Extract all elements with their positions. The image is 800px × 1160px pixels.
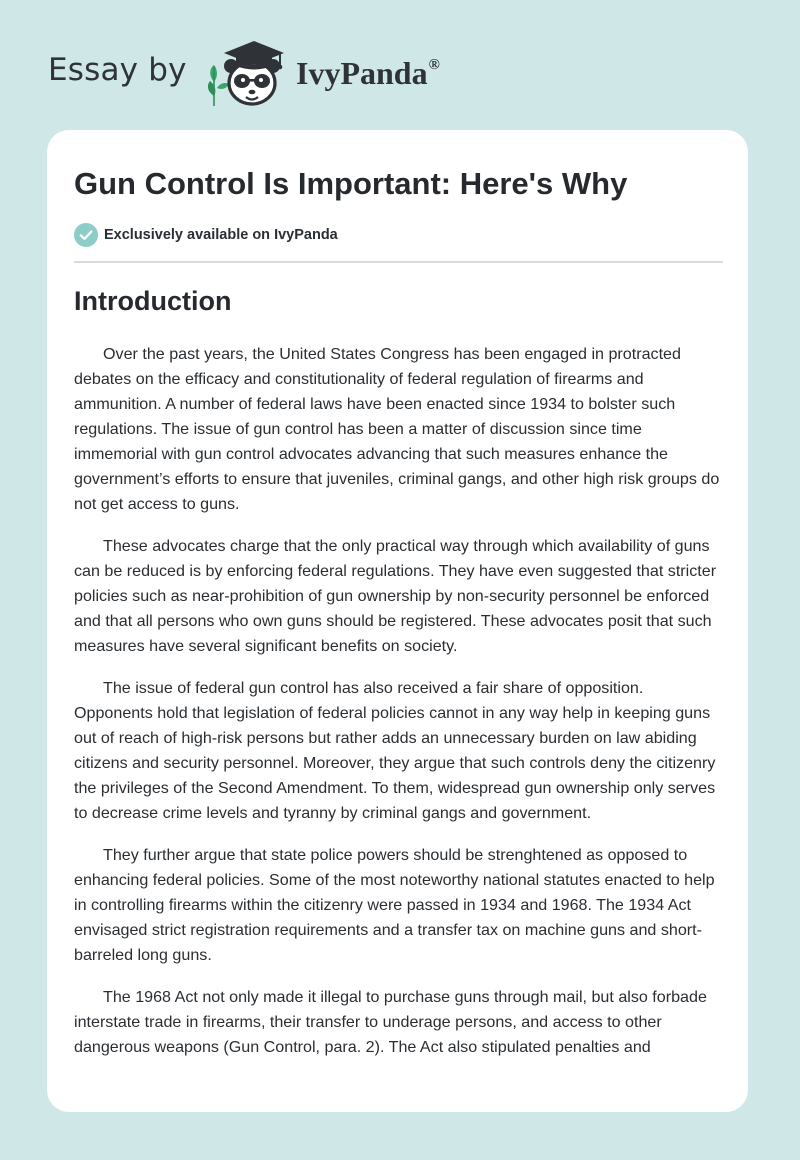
essay-card [47, 130, 748, 1112]
brand-name[interactable] [296, 55, 440, 92]
paragraph: Over the past years, the United States Congress has been engaged in protracted debates on the efficacy and constitutionality of federal regulation of firearms and ammunition. A number of federal laws have been enacted since 1934 to bolster such regulations. The issue of gun control has been a matter of discussion since time immemorial with gun control advocates advancing that such measures enhance the government’s efforts to ensure that juveniles, criminal gangs, and other high risk groups do not get access to guns. [74, 345, 720, 513]
essay-body [74, 342, 724, 1077]
section-heading-introduction: Introduction [74, 286, 232, 316]
registered-mark: ® [428, 57, 440, 73]
exclusive-badge-text: Exclusively available on IvyPanda [104, 227, 338, 243]
panda-graduate-logo-icon[interactable] [200, 36, 292, 108]
essay-by-label: Essay by [48, 52, 187, 88]
essay-title: Gun Control Is Important: Here's Why [74, 166, 628, 201]
paragraph: These advocates charge that the only practical way through which availability of guns can be reduced is by enforcing federal regulations. They have even suggested that stricter policies such as near-prohibition of gun ownership by non-security personnel be enforced and that all persons who own guns should be registered. These advocates posit that such measures have several significant benefits on society. [74, 537, 717, 655]
checkmark-circle-icon [74, 223, 98, 247]
brand-name-text: IvyPanda [296, 55, 428, 91]
paragraph: They further argue that state police powers should be strenghtened as opposed to enhancing federal policies. Some of the most noteworthy national statutes enacted to help in controlling firearms within the citizenry were passed in 1934 and 1968. The 1934 Act envisaged strict registration requirements and a transfer tax on machine guns and short-barreled long guns. [74, 846, 715, 964]
title-divider [74, 261, 723, 263]
site-header [0, 0, 800, 130]
paragraph: The 1968 Act not only made it illegal to purchase guns through mail, but also forbade interstate trade in firearms, their transfer to underage persons, and access to other dangerous weapons (Gun Control, para. 2). The Act also stipulated penalties and [74, 988, 707, 1056]
exclusive-badge [74, 223, 338, 247]
paragraph: The issue of federal gun control has also received a fair share of opposition. Opponents hold that legislation of federal policies cannot in any way help in keeping guns out of reach of high-risk persons but rather adds an unnecessary burden on law abiding citizens and security personnel. Moreover, they argue that such controls deny the citizenry the privileges of the Second Amendment. To them, widespread gun ownership only serves to decrease crime levels and tyranny by criminal gangs and government. [74, 679, 716, 822]
